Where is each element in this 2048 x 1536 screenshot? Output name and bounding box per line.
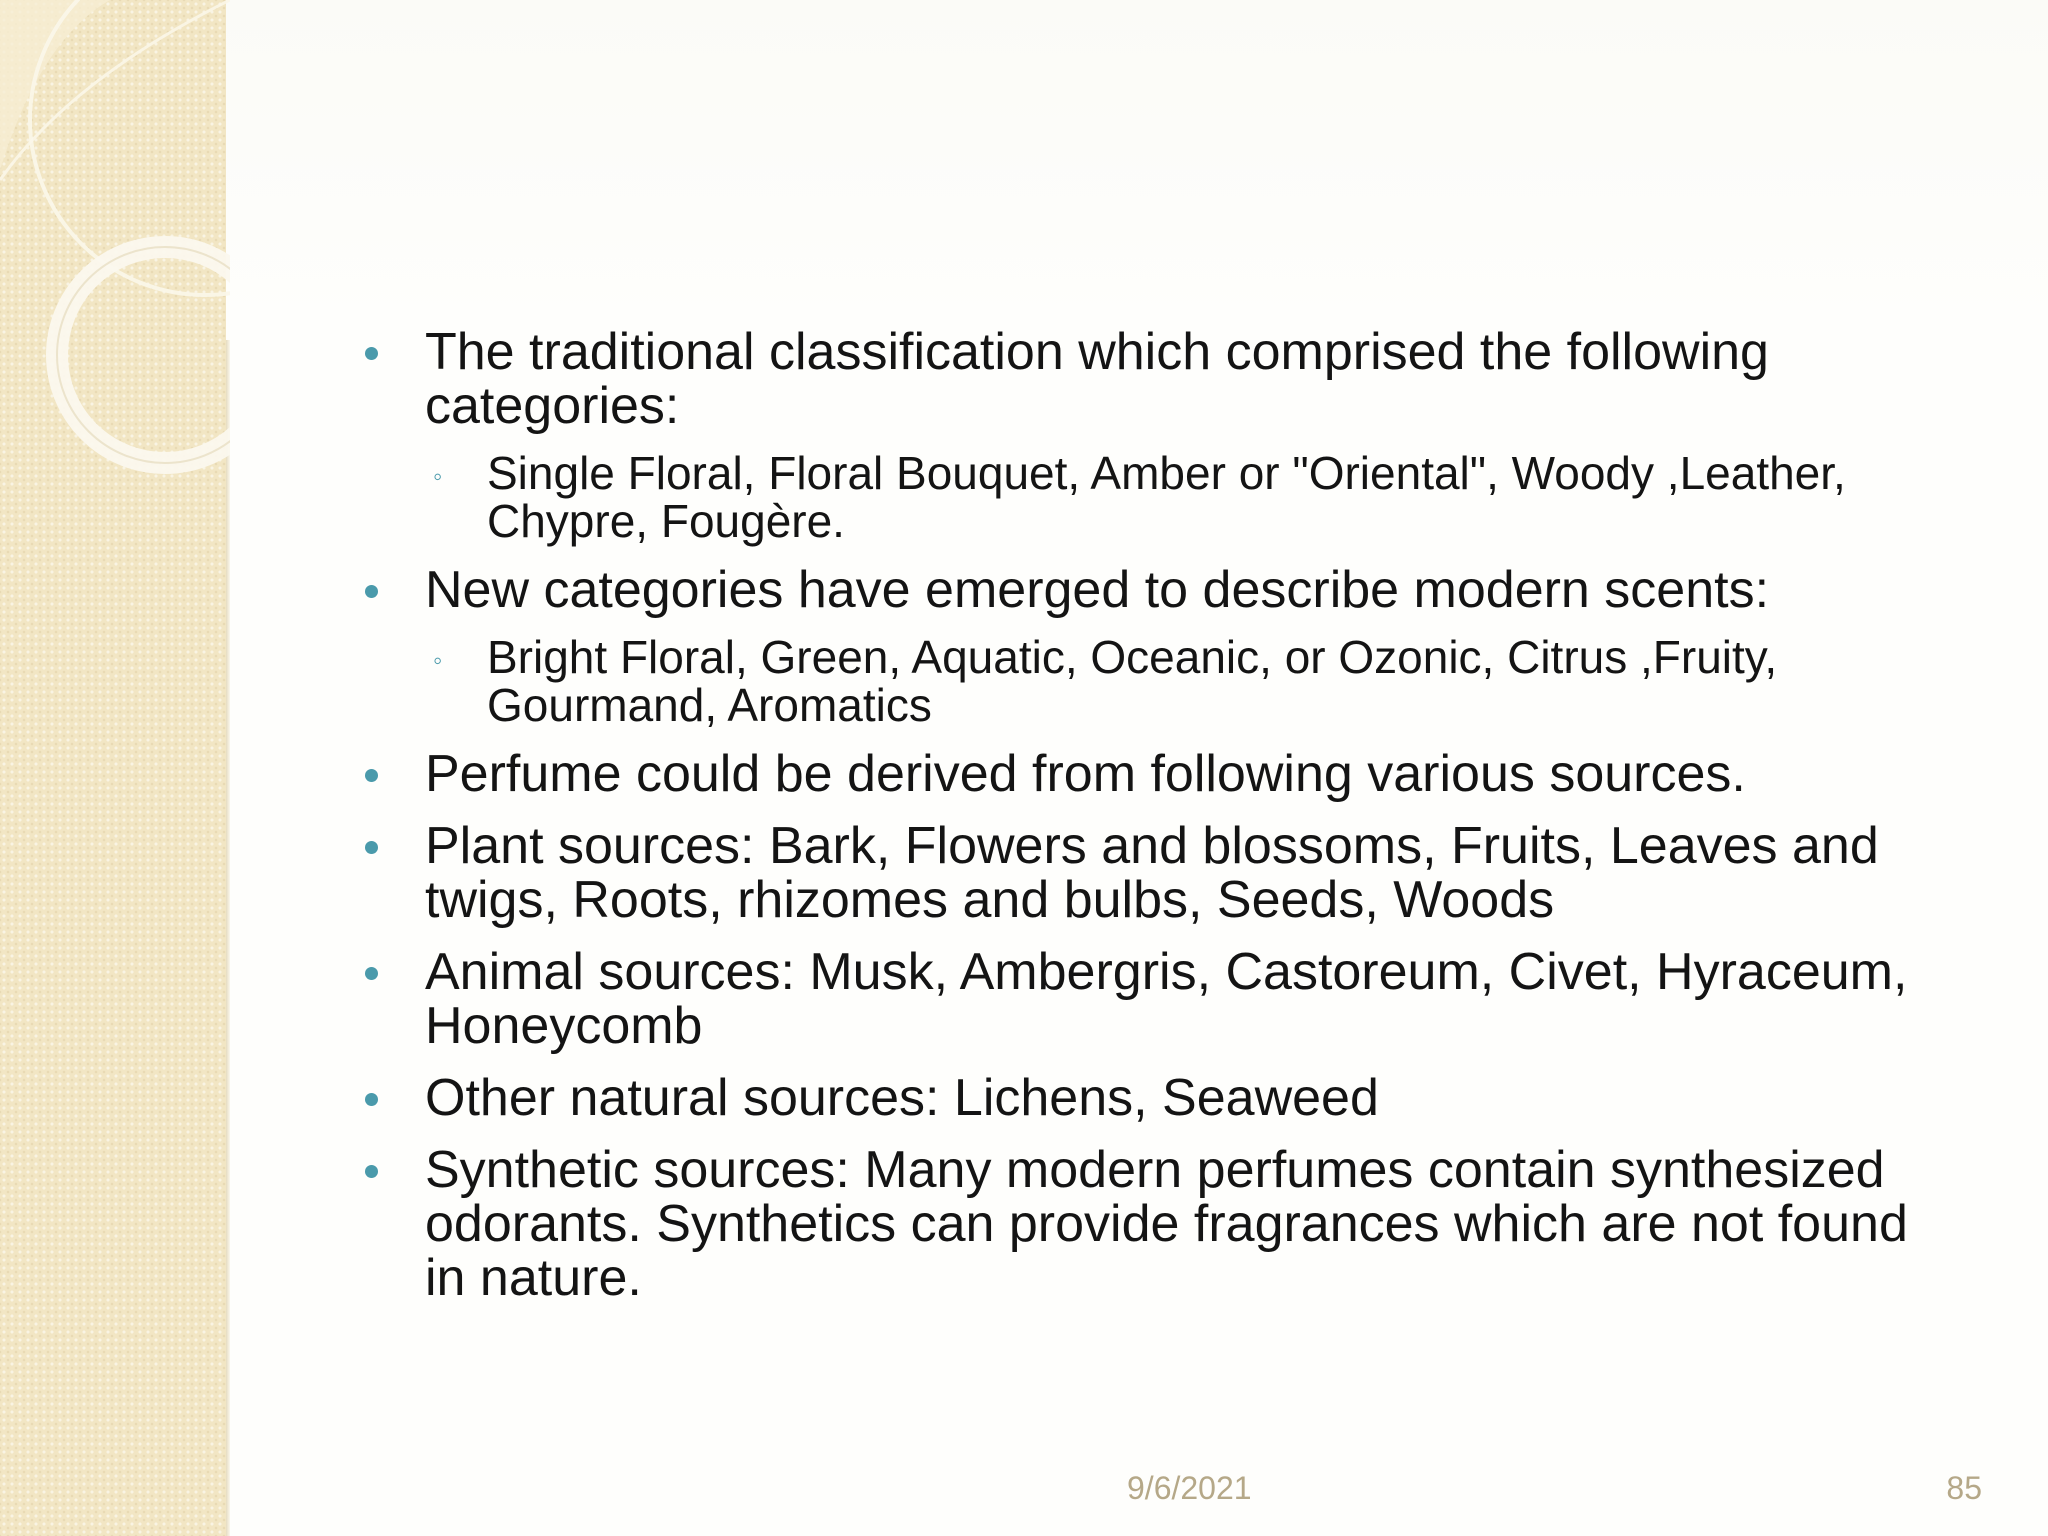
list-item [355, 325, 1955, 545]
bullet-text: New categories have emerged to describe modern scents: [425, 561, 1770, 619]
slide-body [355, 325, 1955, 1323]
sub-bullet-text: Bright Floral, Green, Aquatic, Oceanic, or Ozonic, Citrus ,Fruity, Gourmand, Aromatics [487, 631, 1778, 731]
bullet-dot-icon [365, 841, 378, 854]
list-item [355, 563, 1955, 729]
sub-bullet-text: Single Floral, Floral Bouquet, Amber or "Oriental", Woody ,Leather, Chypre, Fougère. [487, 447, 1846, 547]
footer-date: 9/6/2021 [1127, 1470, 1252, 1506]
slide-number: 85 [1946, 1470, 1982, 1506]
list-item [355, 1071, 1955, 1125]
bullet-text: Animal sources: Musk, Ambergris, Castoreum, Civet, Hyraceum, Honeycomb [425, 943, 1908, 1055]
bullet-dot-icon [365, 585, 378, 598]
list-item [355, 945, 1955, 1053]
bullet-list [355, 325, 1955, 1305]
bullet-dot-icon [365, 967, 378, 980]
top-background-fade [226, 0, 2048, 340]
bullet-dot-icon [365, 347, 378, 360]
bullet-text: Other natural sources: Lichens, Seaweed [425, 1069, 1379, 1127]
sub-bullet-list [425, 449, 1955, 545]
bullet-text: The traditional classification which comprised the following categories: [425, 323, 1769, 435]
sub-list-item [425, 449, 1955, 545]
list-item [355, 747, 1955, 801]
hollow-circle-icon: ◦ [433, 461, 443, 491]
bullet-text: Plant sources: Bark, Flowers and blossoms, Fruits, Leaves and twigs, Roots, rhizomes and bulbs, Seeds, Woods [425, 817, 1879, 929]
bullet-text: Perfume could be derived from following various sources. [425, 745, 1746, 803]
sub-bullet-list [425, 633, 1955, 729]
bullet-text: Synthetic sources: Many modern perfumes contain synthesized odorants. Synthetics can provide fragrances which are not found in nature. [425, 1141, 1908, 1307]
sub-list-item [425, 633, 1955, 729]
hollow-circle-icon: ◦ [433, 645, 443, 675]
decorative-rings [0, 0, 230, 520]
bullet-dot-icon [365, 769, 378, 782]
bullet-dot-icon [365, 1093, 378, 1106]
list-item [355, 1143, 1955, 1305]
bullet-dot-icon [365, 1165, 378, 1178]
list-item [355, 819, 1955, 927]
